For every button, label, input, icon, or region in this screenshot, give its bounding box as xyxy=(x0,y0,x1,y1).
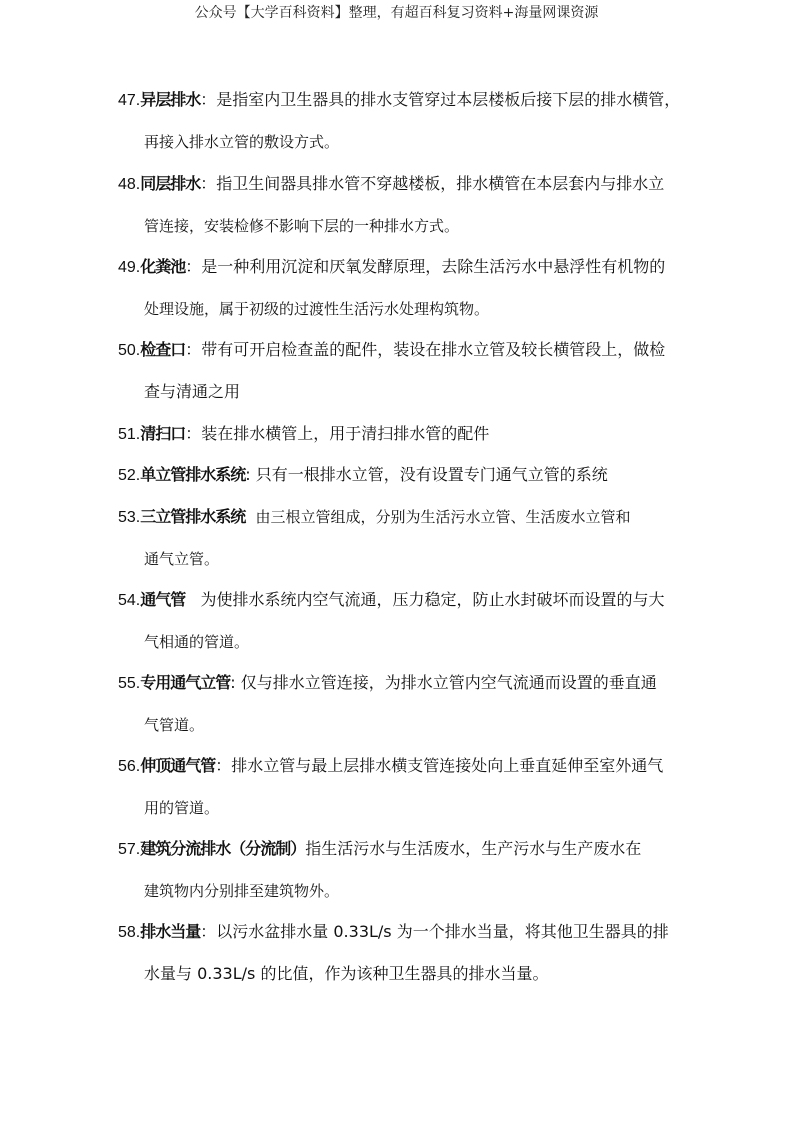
entry-definition-cont: 处理设施，属于初级的过渡性生活污水处理构筑物。 xyxy=(144,300,490,318)
entry-term: 排水当量 xyxy=(140,922,201,941)
entry-number: 55. xyxy=(118,675,141,692)
entry-term: 检查口 xyxy=(140,340,186,359)
entry-number: 54. xyxy=(118,592,141,609)
entry-definition: 为使排水系统内空气流通，压力稳定，防止水封破坏而设置的与大 xyxy=(200,590,665,609)
entry-number: 48. xyxy=(118,176,141,193)
entry-number: 53. xyxy=(118,509,141,526)
entry-separator xyxy=(185,590,200,609)
entry-definition-cont: 再接入排水立管的敷设方式。 xyxy=(144,133,340,151)
entry-separator: ： xyxy=(200,922,217,941)
entry-definition: 仅与排水立管连接，为排水立管内空气流通而设置的垂直通 xyxy=(240,673,657,692)
entry-definition-cont: 水量与 0.33L/s 的比值，作为该种卫生器具的排水当量。 xyxy=(144,964,549,983)
entry-term: 通气管 xyxy=(140,590,186,609)
entry-definition: 排水立管与最上层排水横支管连接处向上垂直延伸至室外通气 xyxy=(231,756,664,775)
entry-definition: 装在排水横管上，用于清扫排水管的配件 xyxy=(201,424,490,443)
entry-separator: : xyxy=(245,465,256,484)
entry-definition: 以污水盆排水量 0.33L/s 为一个排水当量，将其他卫生器具的排 xyxy=(216,922,669,941)
entry-definition: 指生活污水与生活废水，生产污水与生产废水在 xyxy=(305,839,642,858)
entry-separator: : xyxy=(230,673,241,692)
page-header: 公众号【大学百科资料】整理，有超百科复习资料+海量网课资源 xyxy=(194,5,599,21)
entry-separator: ： xyxy=(200,90,217,109)
entry-definition-cont: 用的管道。 xyxy=(144,799,220,817)
entry-separator: ： xyxy=(215,756,232,775)
entry-definition: 指卫生间器具排水管不穿越楼板，排水横管在本层套内与排水立 xyxy=(216,174,665,193)
entry-number: 58. xyxy=(118,924,141,941)
entry-separator xyxy=(245,507,255,526)
entry-definition: 是一种利用沉淀和厌氧发酵原理，去除生活污水中悬浮性有机物的 xyxy=(201,257,666,276)
entry-definition-cont: 通气立管。 xyxy=(144,550,220,568)
entry-definition: 是指室内卫生器具的排水支管穿过本层楼板后接下层的排水横管， xyxy=(216,90,681,109)
entry-definition: 只有一根排水立管，没有设置专门通气立管的系统 xyxy=(255,465,608,484)
entry-definition-cont: 建筑物内分别排至建筑物外。 xyxy=(144,882,340,900)
entry-separator: ： xyxy=(185,424,202,443)
entry-number: 56. xyxy=(118,758,141,775)
entry-number: 49. xyxy=(118,259,141,276)
entry-definition-cont: 查与清通之用 xyxy=(144,382,241,401)
entry-definition-cont: 气相通的管道。 xyxy=(144,633,250,651)
entry-number: 51. xyxy=(118,426,141,443)
entry-term: 化粪池 xyxy=(140,257,186,276)
entry-term: 异层排水 xyxy=(140,90,201,109)
entry-number: 50. xyxy=(118,342,141,359)
entry-definition-cont: 管连接，安装检修不影响下层的一种排水方式。 xyxy=(144,217,460,235)
entry-definition: 由三根立管组成，分别为生活污水立管、生活废水立管和 xyxy=(255,508,631,526)
entry-separator: ： xyxy=(185,340,202,359)
entry-number: 57. xyxy=(118,841,141,858)
entry-definition: 带有可开启检查盖的配件，装设在排水立管及较长横管段上，做检 xyxy=(201,340,666,359)
entry-term: 三立管排水系统 xyxy=(140,507,246,526)
entry-term: 伸顶通气管 xyxy=(140,756,216,775)
entry-term: 清扫口 xyxy=(140,424,186,443)
entry-number: 52. xyxy=(118,467,141,484)
entry-definition-cont: 气管道。 xyxy=(144,716,205,734)
entry-term: 单立管排水系统 xyxy=(140,465,246,484)
entry-separator: ： xyxy=(185,257,202,276)
entry-number: 47. xyxy=(118,92,141,109)
entry-separator: ： xyxy=(200,174,217,193)
entry-term: 建筑分流排水（分流制） xyxy=(140,839,306,858)
entry-term: 专用通气立管 xyxy=(140,673,231,692)
entry-term: 同层排水 xyxy=(140,174,201,193)
